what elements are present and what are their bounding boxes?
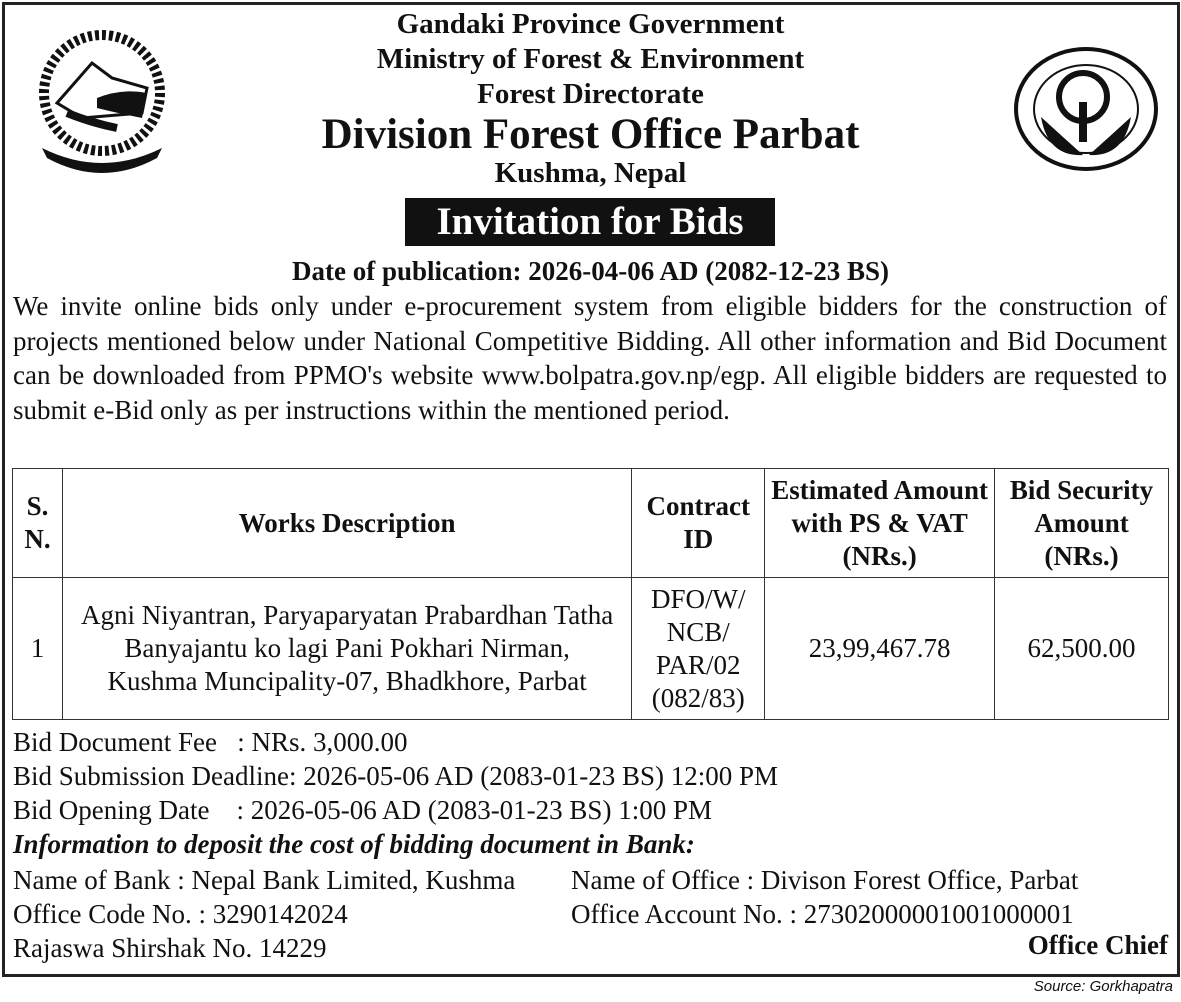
header-bid-security: Bid Security Amount (NRs.) [995,469,1169,578]
ministry-name: Ministry of Forest & Environment [376,43,805,75]
bid-document-fee: Bid Document Fee : NRs. 3,000.00 [13,727,408,757]
cell-contract-id: DFO/W/ NCB/ PAR/02 (082/83) [632,578,765,720]
cell-estimated-amount: 23,99,467.78 [765,578,995,720]
rajaswa-shirshak: Rajaswa Shirshak No. 14229 [13,933,327,963]
header-contract-id: Contract ID [632,469,765,578]
header-works-description: Works Description [62,469,631,578]
bank-name: Name of Bank : Nepal Bank Limited, Kushma [13,865,516,895]
bid-submission-deadline: Bid Submission Deadline: 2026-05-06 AD (2083-01-23 BS) 12:00 PM [13,761,779,791]
directorate-name: Forest Directorate [477,78,704,110]
source-credit: Source: Gorkhapatra [1033,978,1173,995]
notice-title: Invitation for Bids [405,198,775,246]
cell-description: Agni Niyantran, Paryaparyatan Prabardhan Tatha Banyajantu ko lagi Pani Pokhari Nirman, Kushma Muncipality-07, Bhadkhore, Parbat [62,578,631,720]
bid-opening-date: Bid Opening Date : 2026-05-06 AD (2083-01-23 BS) 1:00 PM [13,795,712,825]
header-estimated-amount: Estimated Amount with PS & VAT (NRs.) [765,469,995,578]
office-account-number: Office Account No. : 27302000001001000001 [571,899,1074,929]
header-sn: S. N. [13,469,63,578]
office-code: Office Code No. : 3290142024 [13,899,348,929]
bid-table [12,468,1169,720]
table-header-row [13,469,1169,578]
government-name: Gandaki Province Government [396,8,785,40]
table-row [13,578,1169,720]
signatory: Office Chief [1027,930,1168,960]
invitation-paragraph: We invite online bids only under e-procurement system from eligible bidders for the construction of projects mentioned below under National Competitive Bidding. All other information and Bid Document can be downloaded from PPMO's website www.bolpatra.gov.np/egp. All eligible bidders are requested to submit e-Bid only as per instructions within the mentioned period. [13,291,1167,425]
office-name: Name of Office : Divison Forest Office, Parbat [571,865,1079,895]
cell-bid-security: 62,500.00 [995,578,1169,720]
office-title: Division Forest Office Parbat [321,111,860,158]
bank-info-heading: Information to deposit the cost of bidding document in Bank: [13,829,695,859]
publication-date: Date of publication: 2026-04-06 AD (2082-12-23 BS) [292,256,889,286]
cell-sn: 1 [13,578,63,720]
office-location: Kushma, Nepal [494,157,687,189]
